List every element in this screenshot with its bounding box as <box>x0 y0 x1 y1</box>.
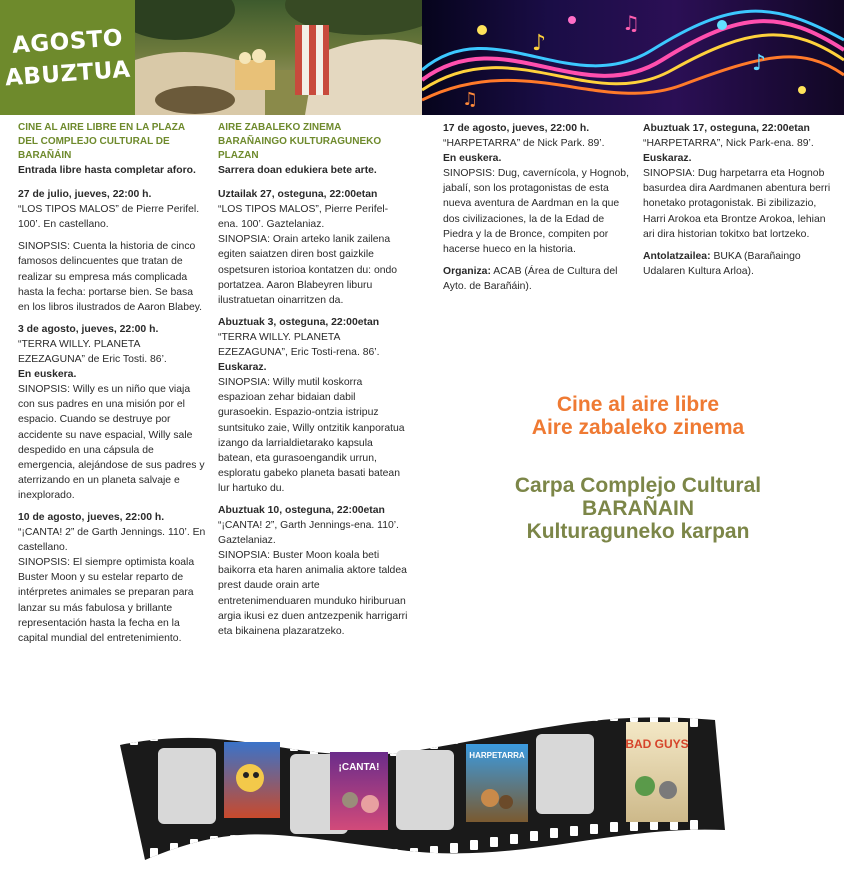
spanish-program-column-2 <box>443 121 631 301</box>
screening-language: En euskera. <box>18 369 77 381</box>
screening-date: Abuztuak 3, osteguna, 22:00etan <box>218 316 380 328</box>
film-frame-blank <box>396 750 454 830</box>
promo-title-es: Cine al aire libre <box>556 393 720 416</box>
film-frame-blank <box>158 748 216 824</box>
screening-film: “TERRA WILLY. PLANETA EZEZAGUNA”, Eric Tosti-rena. 86’. <box>218 331 380 359</box>
screening-synopsis: SINOPSIS: El siempre optimista koala Buster Moon y su estelar reparto de intérpretes animales se preparan para lanzar su más fabulosa y brillante representación hasta la fecha en la capital mundial del entretenimiento. <box>18 557 195 644</box>
screening-entry <box>443 121 631 166</box>
spanish-program-column <box>18 121 206 653</box>
screening-synopsis: SINOPSIA: Orain arteko lanik zailena egiten saiatzen diren bost gaizkile ospetsuren istorioa kontatzen du: ondo portatzea. Aaron Blabeyren liburu ilustratuetan oinarritzen da. <box>218 234 398 306</box>
screening-entry <box>218 315 408 375</box>
promo-title-eu: Aire zabaleko zinema <box>531 416 745 439</box>
screening-date: 27 de julio, jueves, 22:00 h. <box>18 189 152 201</box>
screening-entry <box>18 187 206 232</box>
svg-text:♪: ♪ <box>752 51 767 76</box>
screening-language: Euskaraz. <box>218 362 267 374</box>
promo-venue-line-3: Kulturaguneko karpan <box>526 520 750 543</box>
audience-illustration <box>135 0 422 115</box>
screening-synopsis: SINOPSIS: Cuenta la historia de cinco famosos delincuentes que tratan de realizar su empresa más complicada hasta la fecha: portarse bien. Se basa en los libros ilustrados de Aaron Blabey. <box>18 241 203 313</box>
screening-synopsis: SINOPSIA: Buster Moon koala beti baikorra eta haren animalia aktore taldea prest daude orain arte entretenimenduaren munduko hiriburuan argia ikusi ez duen antzezpenik harrigarri eta bikainena plazaratzeko. <box>218 550 408 637</box>
film-strip-illustration <box>100 700 730 876</box>
screening-date: Abuztuak 17, osteguna, 22:00etan <box>643 123 810 134</box>
screening-film: “¡CANTA! 2” de Garth Jennings. 110’. En castellano. <box>18 527 206 554</box>
venue-promo <box>443 393 833 543</box>
month-badge <box>0 0 135 115</box>
basque-program-column <box>218 121 408 646</box>
screening-entry <box>643 121 831 166</box>
screening-date: 17 de agosto, jueves, 22:00 h. <box>443 123 590 134</box>
screening-date: Uztailak 27, osteguna, 22:00etan <box>218 189 378 201</box>
organizer-label: Antolatzailea: <box>643 250 711 262</box>
column-heading: CINE AL AIRE LIBRE EN LA PLAZA DEL COMPLEJO CULTURAL DE BARAÑÁIN <box>18 122 185 161</box>
badge-line-1: AGOSTO <box>11 24 124 59</box>
screening-date: 3 de agosto, jueves, 22:00 h. <box>18 323 159 335</box>
harpetarra-poster-title: HARPETARRA <box>469 751 525 760</box>
organizer-label: Organiza: <box>443 265 491 277</box>
promo-venue-line-2: BARAÑAIN <box>582 497 694 520</box>
organizer <box>443 264 631 294</box>
screening-synopsis: SINOPSIA: Willy mutil koskorra espazioan zehar bidaian dabil gurasoekin. Espazio-ontzia istripuz suntsituko zaie, Willy ontzitik kanporatua izango da larrialdietarako kapsula batean, eta gurasoengandik urrun, esploratu gabeko planeta basati batean lur hartuko du. <box>218 377 405 494</box>
music-notes-image <box>422 0 844 115</box>
screening-film: “LOS TIPOS MALOS”, Pierre Perifel-ena. 100’. Gaztelaniaz. <box>218 204 389 231</box>
promo-venue-line-1: Carpa Complejo Cultural <box>514 474 762 497</box>
badge-line-2: ABUZTUA <box>3 56 132 91</box>
column-subheading: Entrada libre hasta completar aforo. <box>18 165 196 176</box>
screening-entry <box>18 322 206 382</box>
screening-synopsis: SINOPSIS: Willy es un niño que viaja con sus padres en una misión por el espacio. Cuando se destruye por accidente su nave espacial, Willy sale despedido en una cápsula de emergencia, alejándose de sus padres y aterrizando en un planeta salvaje e inexplorado. <box>18 384 205 501</box>
screening-film: “TERRA WILLY. PLANETA EZEZAGUNA” de Eric Tosti. 86’. <box>18 338 167 366</box>
screening-film: “¡CANTA! 2”, Garth Jennings-ena. 110’. Gaztelaniaz. <box>218 520 399 547</box>
screening-entry <box>218 503 408 548</box>
canta-poster-title: ¡CANTA! <box>338 762 380 773</box>
screening-synopsis: SINOPSIA: Dug harpetarra eta Hognob basurdea dira Aardmanen abentura berri honetako protagonistak. Bi zibilizazio, Harri Arokoa eta Brontze Arokoa, lehian ari dira historian tokitxo bat lortzeko. <box>643 168 831 240</box>
column-subheading: Sarrera doan edukiera bete arte. <box>218 165 377 176</box>
screening-language: En euskera. <box>443 153 502 165</box>
screening-entry <box>218 187 408 232</box>
organizer-name: BUKA (Barañaingo Udalaren Kultura Arloa). <box>643 250 801 277</box>
svg-text:♪: ♪ <box>532 31 547 56</box>
svg-text:♫: ♫ <box>462 89 479 110</box>
screening-film: “HARPETARRA” de Nick Park. 89’. <box>443 138 605 150</box>
column-heading: AIRE ZABALEKO ZINEMA BARAÑAINGO KULTURAGUNEKO PLAZAN <box>218 122 382 161</box>
svg-text:♫: ♫ <box>622 11 640 35</box>
organizer <box>643 249 831 279</box>
screening-date: 10 de agosto, jueves, 22:00 h. <box>18 511 165 523</box>
screening-film: “HARPETARRA”, Nick Park-ena. 89’. <box>643 138 814 150</box>
basque-program-column-2 <box>643 121 831 286</box>
screening-film: “LOS TIPOS MALOS” de Pierre Perifel. 100’. En castellano. <box>18 204 200 231</box>
colorful-waves-illustration <box>422 0 844 115</box>
organizer-name: ACAB (Área de Cultura del Ayto. de Barañáin). <box>443 265 618 292</box>
bad-guys-poster-title: BAD GUYS <box>625 737 689 751</box>
screening-date: Abuztuak 10, osteguna, 22:00etan <box>218 504 385 516</box>
screening-entry <box>18 510 206 555</box>
screening-synopsis: SINOPSIS: Dug, cavernícola, y Hognob, jabalí, son los protagonistas de esta nueva aventura de Aardman en la que dos civilizaciones, la de la Edad de Piedra y la de Bronce, compiten por hacerse hueco en la historia. <box>443 168 629 255</box>
film-frame-blank <box>536 734 594 814</box>
screening-language: Euskaraz. <box>643 153 692 165</box>
outdoor-audience-photo <box>135 0 422 115</box>
